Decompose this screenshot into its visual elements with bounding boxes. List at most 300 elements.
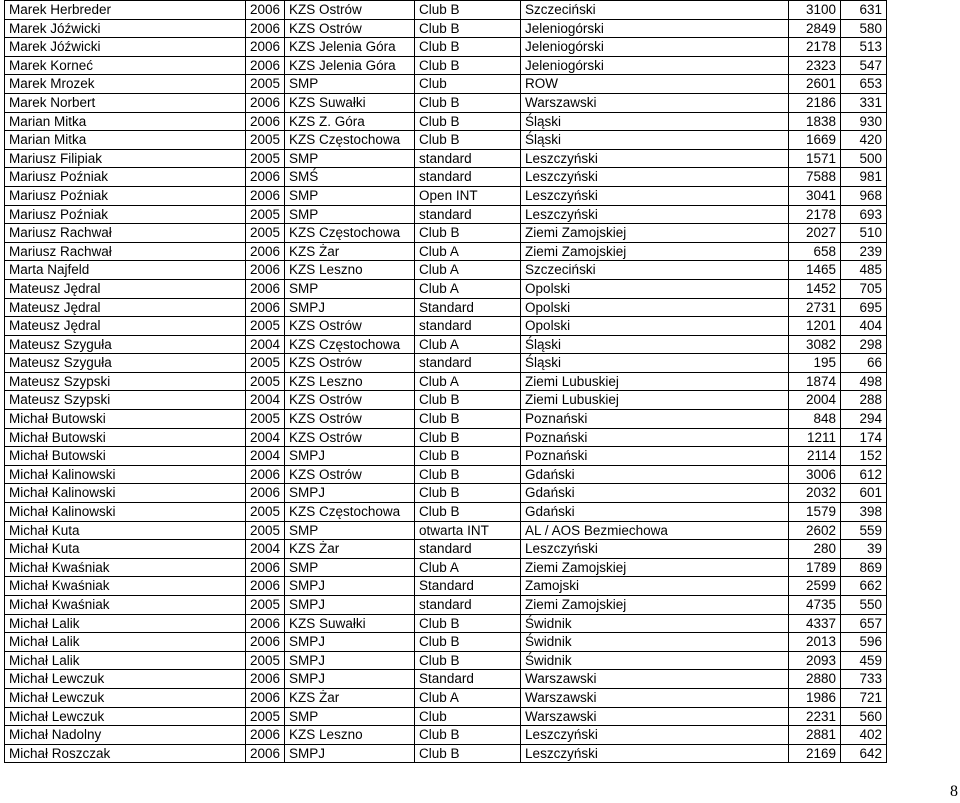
points-cell: 733: [841, 670, 887, 689]
aeroclub-cell: Świdnik: [521, 614, 789, 633]
aeroclub-cell: Świdnik: [521, 651, 789, 670]
class-cell: Club B: [415, 614, 521, 633]
distance-cell: 2027: [789, 224, 841, 243]
table-row: [5, 503, 887, 522]
table-row: [5, 75, 887, 94]
aeroclub-cell: Śląski: [521, 335, 789, 354]
year-cell: 2004: [246, 335, 285, 354]
aeroclub-cell: Ziemi Lubuskiej: [521, 391, 789, 410]
aeroclub-cell: Ziemi Zamojskiej: [521, 596, 789, 615]
table-row: [5, 372, 887, 391]
aeroclub-cell: Leszczyński: [521, 149, 789, 168]
competition-cell: KZS Suwałki: [285, 614, 415, 633]
year-cell: 2004: [246, 447, 285, 466]
aeroclub-cell: Warszawski: [521, 670, 789, 689]
class-cell: Standard: [415, 298, 521, 317]
competition-cell: KZS Ostrów: [285, 19, 415, 38]
table-row: [5, 633, 887, 652]
distance-cell: 1789: [789, 558, 841, 577]
class-cell: Club A: [415, 242, 521, 261]
table-row: [5, 577, 887, 596]
pilot-name-cell: Mariusz Poźniak: [5, 168, 246, 187]
year-cell: 2006: [246, 633, 285, 652]
aeroclub-cell: Opolski: [521, 298, 789, 317]
distance-cell: 7588: [789, 168, 841, 187]
points-cell: 498: [841, 372, 887, 391]
class-cell: Club A: [415, 688, 521, 707]
competition-cell: SMP: [285, 558, 415, 577]
distance-cell: 4735: [789, 596, 841, 615]
class-cell: standard: [415, 540, 521, 559]
competition-cell: SMŚ: [285, 168, 415, 187]
pilot-name-cell: Michał Butowski: [5, 410, 246, 429]
distance-cell: 2032: [789, 484, 841, 503]
competition-cell: KZS Częstochowa: [285, 131, 415, 150]
points-cell: 402: [841, 726, 887, 745]
table-row: [5, 224, 887, 243]
competition-cell: SMPJ: [285, 447, 415, 466]
table-row: [5, 484, 887, 503]
distance-cell: 2323: [789, 56, 841, 75]
points-cell: 294: [841, 410, 887, 429]
points-cell: 601: [841, 484, 887, 503]
year-cell: 2004: [246, 391, 285, 410]
distance-cell: 1452: [789, 279, 841, 298]
pilot-name-cell: Michał Lalik: [5, 651, 246, 670]
table-row: [5, 131, 887, 150]
pilot-name-cell: Mateusz Jędral: [5, 298, 246, 317]
pilot-name-cell: Michał Kuta: [5, 521, 246, 540]
pilot-name-cell: Mariusz Rachwał: [5, 224, 246, 243]
class-cell: standard: [415, 354, 521, 373]
distance-cell: 848: [789, 410, 841, 429]
points-cell: 152: [841, 447, 887, 466]
aeroclub-cell: Poznański: [521, 428, 789, 447]
class-cell: Club A: [415, 279, 521, 298]
competition-cell: KZS Częstochowa: [285, 503, 415, 522]
year-cell: 2006: [246, 558, 285, 577]
year-cell: 2005: [246, 372, 285, 391]
points-cell: 693: [841, 205, 887, 224]
distance-cell: 2881: [789, 726, 841, 745]
year-cell: 2006: [246, 168, 285, 187]
table-row: [5, 688, 887, 707]
distance-cell: 3041: [789, 186, 841, 205]
pilot-name-cell: Michał Kalinowski: [5, 484, 246, 503]
distance-cell: 1986: [789, 688, 841, 707]
class-cell: Standard: [415, 670, 521, 689]
aeroclub-cell: Opolski: [521, 317, 789, 336]
points-cell: 39: [841, 540, 887, 559]
table-row: [5, 596, 887, 615]
class-cell: Club B: [415, 112, 521, 131]
pilot-name-cell: Michał Kwaśniak: [5, 596, 246, 615]
distance-cell: 1838: [789, 112, 841, 131]
aeroclub-cell: Gdański: [521, 503, 789, 522]
pilot-name-cell: Mateusz Jędral: [5, 279, 246, 298]
table-row: [5, 447, 887, 466]
pilot-name-cell: Michał Roszczak: [5, 744, 246, 763]
distance-cell: 2178: [789, 38, 841, 57]
aeroclub-cell: Leszczyński: [521, 540, 789, 559]
class-cell: Club B: [415, 93, 521, 112]
table-row: [5, 465, 887, 484]
year-cell: 2005: [246, 131, 285, 150]
pilot-name-cell: Michał Nadolny: [5, 726, 246, 745]
class-cell: Club B: [415, 484, 521, 503]
table-row: [5, 56, 887, 75]
distance-cell: 2599: [789, 577, 841, 596]
class-cell: Club: [415, 707, 521, 726]
competition-cell: KZS Żar: [285, 688, 415, 707]
aeroclub-cell: Leszczyński: [521, 744, 789, 763]
class-cell: Club A: [415, 558, 521, 577]
competition-cell: SMP: [285, 149, 415, 168]
pilot-name-cell: Marta Najfeld: [5, 261, 246, 280]
table-row: [5, 168, 887, 187]
aeroclub-cell: Świdnik: [521, 633, 789, 652]
points-cell: 596: [841, 633, 887, 652]
competition-cell: KZS Ostrów: [285, 354, 415, 373]
year-cell: 2005: [246, 707, 285, 726]
table-row: [5, 261, 887, 280]
distance-cell: 2178: [789, 205, 841, 224]
pilot-name-cell: Marek Herbreder: [5, 1, 246, 20]
year-cell: 2006: [246, 56, 285, 75]
distance-cell: 2093: [789, 651, 841, 670]
points-cell: 559: [841, 521, 887, 540]
year-cell: 2006: [246, 577, 285, 596]
table-row: [5, 670, 887, 689]
competition-cell: KZS Jelenia Góra: [285, 56, 415, 75]
year-cell: 2006: [246, 298, 285, 317]
competition-cell: SMPJ: [285, 670, 415, 689]
pilot-name-cell: Marek Mrozek: [5, 75, 246, 94]
aeroclub-cell: Jeleniogórski: [521, 56, 789, 75]
points-cell: 612: [841, 465, 887, 484]
year-cell: 2005: [246, 521, 285, 540]
pilot-name-cell: Mateusz Szypski: [5, 391, 246, 410]
table-row: [5, 614, 887, 633]
distance-cell: 195: [789, 354, 841, 373]
aeroclub-cell: Gdański: [521, 484, 789, 503]
pilot-name-cell: Michał Lewczuk: [5, 688, 246, 707]
table-row: [5, 317, 887, 336]
points-cell: 500: [841, 149, 887, 168]
year-cell: 2004: [246, 540, 285, 559]
points-cell: 869: [841, 558, 887, 577]
pilot-name-cell: Marian Mitka: [5, 131, 246, 150]
year-cell: 2005: [246, 503, 285, 522]
table-row: [5, 521, 887, 540]
class-cell: Club B: [415, 224, 521, 243]
distance-cell: 2231: [789, 707, 841, 726]
points-cell: 657: [841, 614, 887, 633]
pilot-name-cell: Michał Lalik: [5, 614, 246, 633]
table-row: [5, 205, 887, 224]
distance-cell: 1669: [789, 131, 841, 150]
competition-cell: SMPJ: [285, 298, 415, 317]
class-cell: Club B: [415, 503, 521, 522]
distance-cell: 1571: [789, 149, 841, 168]
distance-cell: 2601: [789, 75, 841, 94]
competition-cell: KZS Żar: [285, 540, 415, 559]
competition-cell: KZS Suwałki: [285, 93, 415, 112]
table-row: [5, 93, 887, 112]
class-cell: Club B: [415, 56, 521, 75]
aeroclub-cell: Leszczyński: [521, 168, 789, 187]
competition-cell: KZS Leszno: [285, 372, 415, 391]
table-row: [5, 112, 887, 131]
year-cell: 2006: [246, 744, 285, 763]
points-cell: 485: [841, 261, 887, 280]
class-cell: Club B: [415, 391, 521, 410]
pilot-name-cell: Mateusz Szyguła: [5, 354, 246, 373]
pilot-name-cell: Michał Butowski: [5, 447, 246, 466]
year-cell: 2006: [246, 186, 285, 205]
distance-cell: 1211: [789, 428, 841, 447]
points-cell: 513: [841, 38, 887, 57]
aeroclub-cell: AL / AOS Bezmiechowa: [521, 521, 789, 540]
year-cell: 2005: [246, 410, 285, 429]
competition-cell: KZS Ostrów: [285, 391, 415, 410]
points-cell: 930: [841, 112, 887, 131]
year-cell: 2005: [246, 205, 285, 224]
pilot-name-cell: Michał Kuta: [5, 540, 246, 559]
table-row: [5, 186, 887, 205]
points-cell: 331: [841, 93, 887, 112]
points-cell: 642: [841, 744, 887, 763]
class-cell: Club B: [415, 428, 521, 447]
competition-cell: KZS Z. Góra: [285, 112, 415, 131]
year-cell: 2006: [246, 242, 285, 261]
aeroclub-cell: Śląski: [521, 131, 789, 150]
class-cell: Club B: [415, 1, 521, 20]
year-cell: 2006: [246, 93, 285, 112]
distance-cell: 3100: [789, 1, 841, 20]
competition-cell: SMPJ: [285, 484, 415, 503]
class-cell: standard: [415, 168, 521, 187]
distance-cell: 1201: [789, 317, 841, 336]
year-cell: 2005: [246, 317, 285, 336]
competition-cell: SMPJ: [285, 577, 415, 596]
year-cell: 2005: [246, 596, 285, 615]
year-cell: 2006: [246, 614, 285, 633]
distance-cell: 2602: [789, 521, 841, 540]
competition-cell: KZS Ostrów: [285, 317, 415, 336]
pilot-name-cell: Michał Butowski: [5, 428, 246, 447]
pilot-name-cell: Michał Lewczuk: [5, 707, 246, 726]
pilot-name-cell: Marek Norbert: [5, 93, 246, 112]
class-cell: standard: [415, 149, 521, 168]
points-cell: 560: [841, 707, 887, 726]
distance-cell: 1465: [789, 261, 841, 280]
points-cell: 547: [841, 56, 887, 75]
class-cell: Open INT: [415, 186, 521, 205]
aeroclub-cell: Ziemi Zamojskiej: [521, 224, 789, 243]
aeroclub-cell: Ziemi Zamojskiej: [521, 242, 789, 261]
competition-cell: KZS Leszno: [285, 726, 415, 745]
points-cell: 695: [841, 298, 887, 317]
year-cell: 2005: [246, 149, 285, 168]
points-cell: 510: [841, 224, 887, 243]
year-cell: 2005: [246, 224, 285, 243]
class-cell: Club B: [415, 633, 521, 652]
pilot-name-cell: Marek Jóźwicki: [5, 38, 246, 57]
aeroclub-cell: Leszczyński: [521, 205, 789, 224]
competition-cell: KZS Jelenia Góra: [285, 38, 415, 57]
page-number: 8: [950, 783, 958, 800]
pilot-name-cell: Michał Kalinowski: [5, 503, 246, 522]
points-cell: 404: [841, 317, 887, 336]
distance-cell: 2004: [789, 391, 841, 410]
distance-cell: 2169: [789, 744, 841, 763]
pilot-name-cell: Michał Lalik: [5, 633, 246, 652]
distance-cell: 2731: [789, 298, 841, 317]
year-cell: 2006: [246, 1, 285, 20]
aeroclub-cell: Warszawski: [521, 688, 789, 707]
class-cell: standard: [415, 205, 521, 224]
table-row: [5, 726, 887, 745]
points-cell: 398: [841, 503, 887, 522]
competition-cell: KZS Żar: [285, 242, 415, 261]
aeroclub-cell: Zamojski: [521, 577, 789, 596]
distance-cell: 658: [789, 242, 841, 261]
table-row: [5, 354, 887, 373]
table-row: [5, 707, 887, 726]
points-cell: 981: [841, 168, 887, 187]
table-row: [5, 335, 887, 354]
year-cell: 2006: [246, 726, 285, 745]
pilot-name-cell: Mariusz Filipiak: [5, 149, 246, 168]
aeroclub-cell: Poznański: [521, 410, 789, 429]
competition-cell: SMP: [285, 279, 415, 298]
aeroclub-cell: Ziemi Zamojskiej: [521, 558, 789, 577]
year-cell: 2005: [246, 354, 285, 373]
pilot-name-cell: Mateusz Szypski: [5, 372, 246, 391]
table-row: [5, 298, 887, 317]
points-cell: 459: [841, 651, 887, 670]
points-cell: 653: [841, 75, 887, 94]
distance-cell: 1874: [789, 372, 841, 391]
class-cell: Club: [415, 75, 521, 94]
points-cell: 631: [841, 1, 887, 20]
aeroclub-cell: ROW: [521, 75, 789, 94]
distance-cell: 280: [789, 540, 841, 559]
aeroclub-cell: Gdański: [521, 465, 789, 484]
table-row: [5, 391, 887, 410]
pilot-name-cell: Mariusz Poźniak: [5, 205, 246, 224]
class-cell: Club B: [415, 19, 521, 38]
class-cell: Club A: [415, 261, 521, 280]
pilot-name-cell: Marek Korneć: [5, 56, 246, 75]
year-cell: 2004: [246, 428, 285, 447]
distance-cell: 2013: [789, 633, 841, 652]
table-row: [5, 540, 887, 559]
competition-cell: SMPJ: [285, 744, 415, 763]
distance-cell: 2114: [789, 447, 841, 466]
class-cell: Club B: [415, 744, 521, 763]
pilot-name-cell: Mateusz Szyguła: [5, 335, 246, 354]
class-cell: Club A: [415, 372, 521, 391]
table-row: [5, 558, 887, 577]
table-body: [5, 1, 887, 763]
competition-cell: SMPJ: [285, 633, 415, 652]
distance-cell: 2186: [789, 93, 841, 112]
competition-cell: KZS Ostrów: [285, 1, 415, 20]
class-cell: Standard: [415, 577, 521, 596]
points-cell: 174: [841, 428, 887, 447]
class-cell: standard: [415, 317, 521, 336]
competition-cell: SMP: [285, 205, 415, 224]
competition-cell: KZS Ostrów: [285, 465, 415, 484]
year-cell: 2006: [246, 279, 285, 298]
distance-cell: 4337: [789, 614, 841, 633]
points-cell: 550: [841, 596, 887, 615]
pilot-name-cell: Marek Jóźwicki: [5, 19, 246, 38]
table-row: [5, 19, 887, 38]
distance-cell: 2849: [789, 19, 841, 38]
table-row: [5, 38, 887, 57]
year-cell: 2005: [246, 75, 285, 94]
pilot-name-cell: Mariusz Poźniak: [5, 186, 246, 205]
table-row: [5, 744, 887, 763]
table-row: [5, 149, 887, 168]
points-cell: 580: [841, 19, 887, 38]
points-cell: 705: [841, 279, 887, 298]
class-cell: otwarta INT: [415, 521, 521, 540]
competition-cell: KZS Częstochowa: [285, 224, 415, 243]
competition-cell: SMP: [285, 186, 415, 205]
distance-cell: 3006: [789, 465, 841, 484]
pilot-name-cell: Mariusz Rachwał: [5, 242, 246, 261]
year-cell: 2006: [246, 261, 285, 280]
points-cell: 66: [841, 354, 887, 373]
year-cell: 2006: [246, 19, 285, 38]
table-row: [5, 428, 887, 447]
pilot-name-cell: Mateusz Jędral: [5, 317, 246, 336]
pilot-name-cell: Michał Lewczuk: [5, 670, 246, 689]
aeroclub-cell: Szczeciński: [521, 1, 789, 20]
table-row: [5, 651, 887, 670]
points-cell: 288: [841, 391, 887, 410]
table-row: [5, 242, 887, 261]
pilot-name-cell: Marian Mitka: [5, 112, 246, 131]
points-cell: 420: [841, 131, 887, 150]
aeroclub-cell: Opolski: [521, 279, 789, 298]
results-table: [4, 0, 887, 763]
distance-cell: 1579: [789, 503, 841, 522]
pilot-name-cell: Michał Kwaśniak: [5, 577, 246, 596]
class-cell: Club B: [415, 465, 521, 484]
aeroclub-cell: Warszawski: [521, 707, 789, 726]
points-cell: 298: [841, 335, 887, 354]
aeroclub-cell: Poznański: [521, 447, 789, 466]
table-row: [5, 1, 887, 20]
aeroclub-cell: Ziemi Lubuskiej: [521, 372, 789, 391]
year-cell: 2006: [246, 670, 285, 689]
points-cell: 968: [841, 186, 887, 205]
class-cell: Club B: [415, 410, 521, 429]
aeroclub-cell: Leszczyński: [521, 186, 789, 205]
points-cell: 239: [841, 242, 887, 261]
competition-cell: SMPJ: [285, 596, 415, 615]
distance-cell: 2880: [789, 670, 841, 689]
competition-cell: KZS Częstochowa: [285, 335, 415, 354]
competition-cell: SMP: [285, 521, 415, 540]
year-cell: 2006: [246, 688, 285, 707]
table-row: [5, 410, 887, 429]
